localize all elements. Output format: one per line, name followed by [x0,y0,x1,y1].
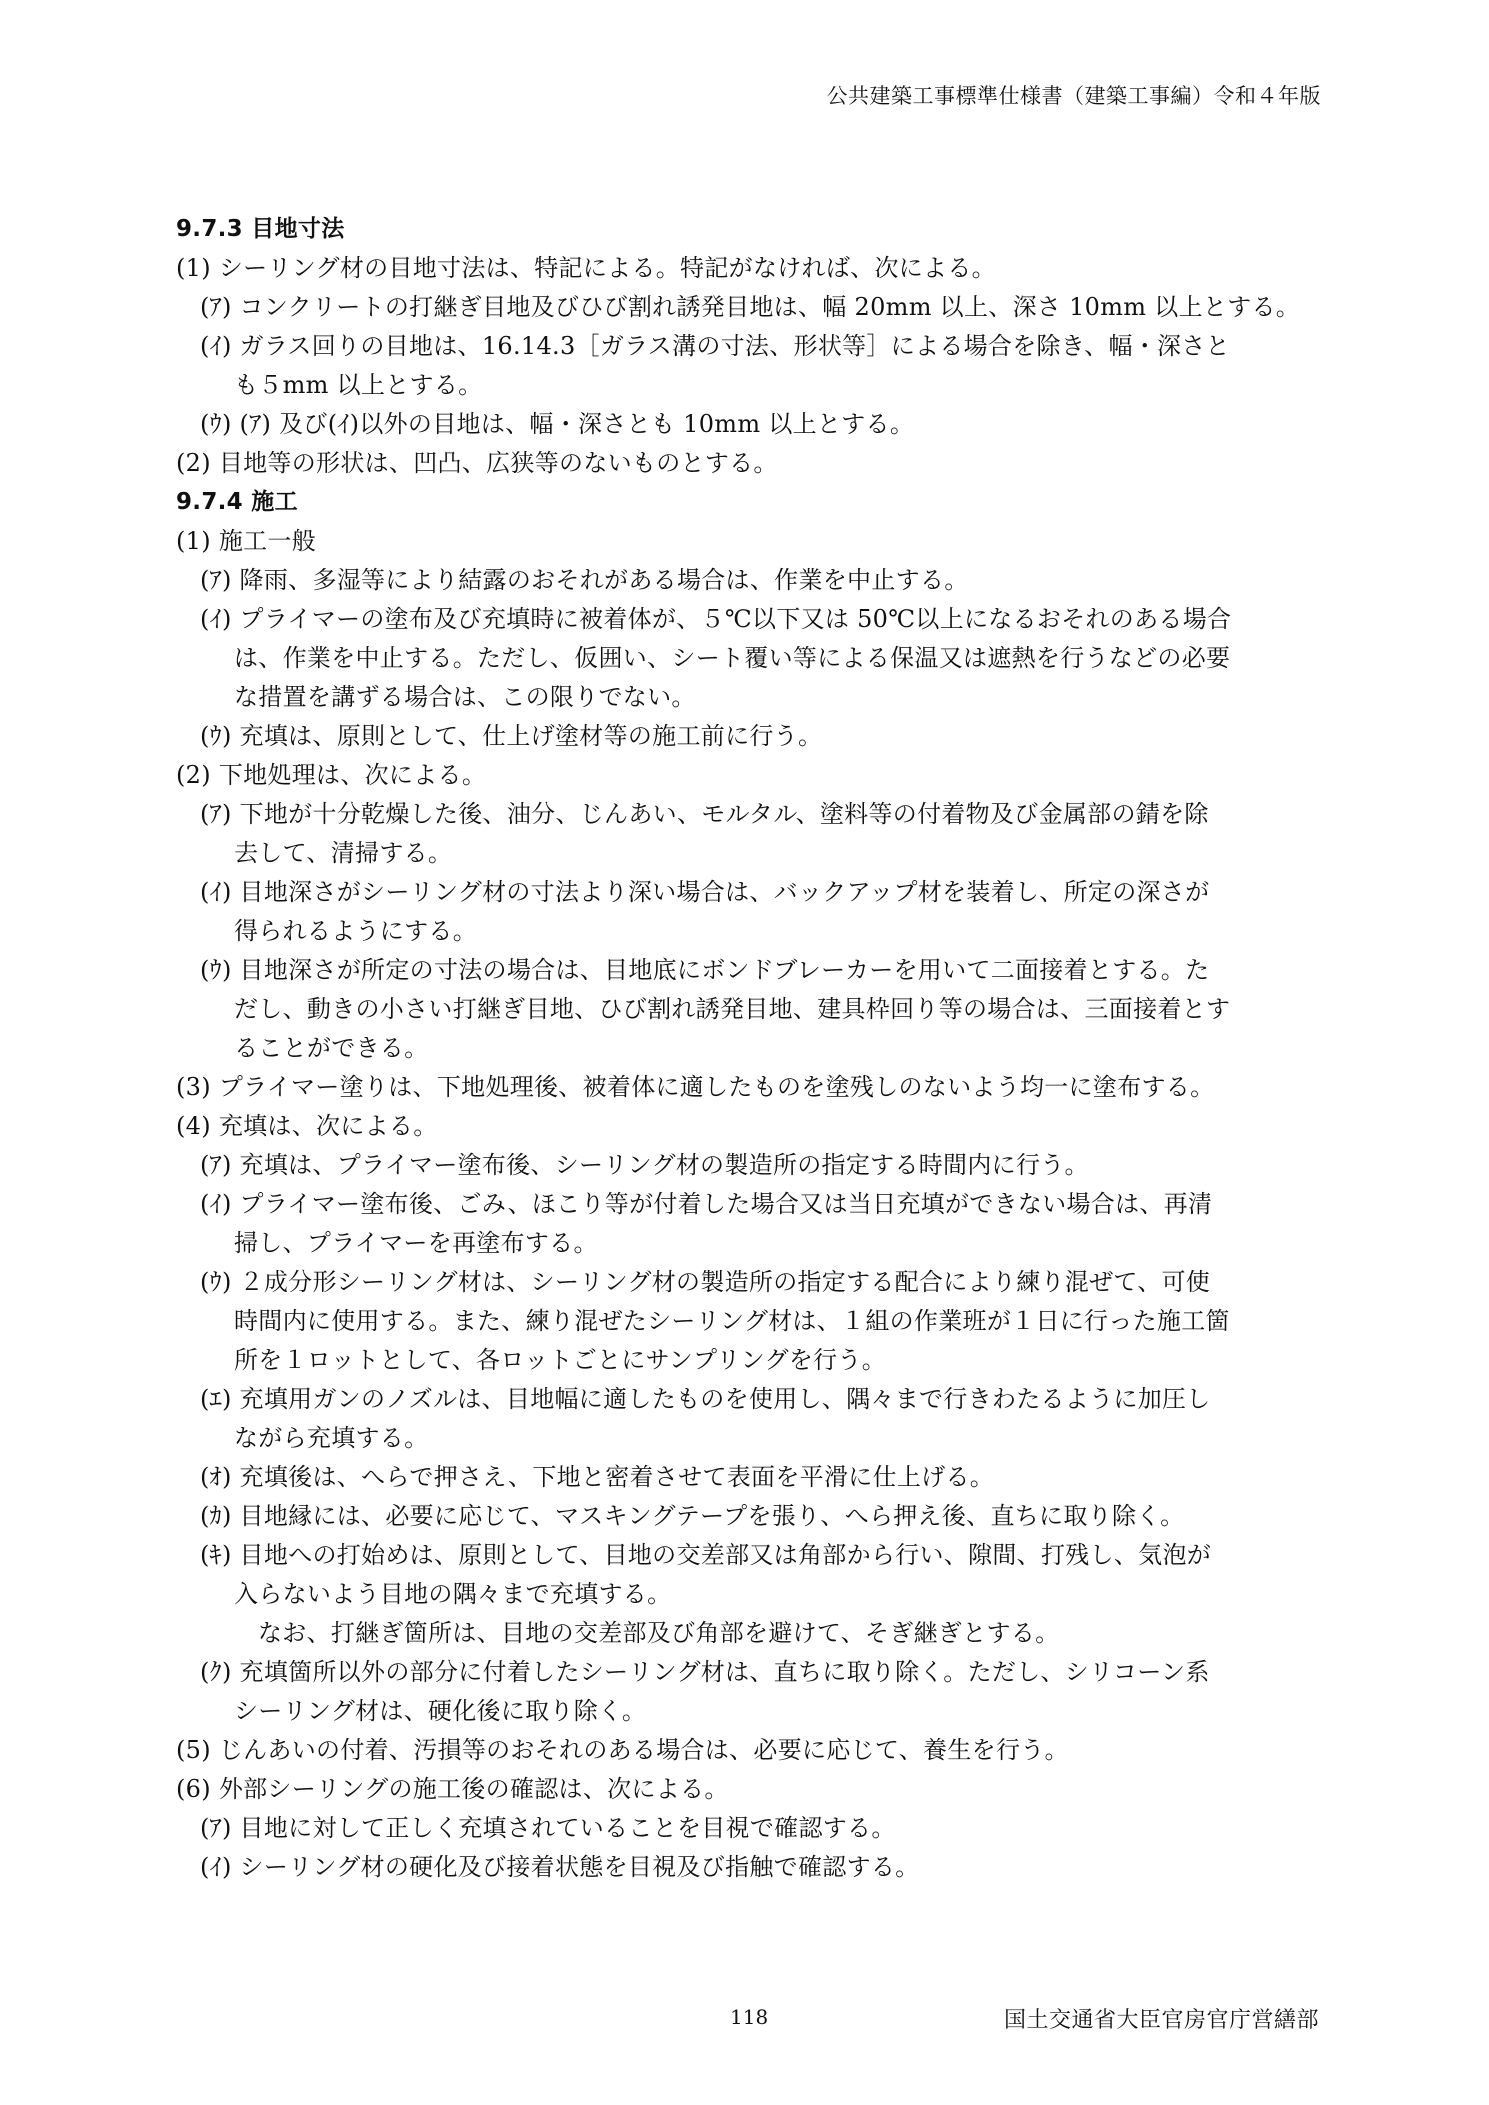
paragraph-line: (ｳ) 目地深さが所定の寸法の場合は、目地底にボンドブレーカーを用いて二面接着とする。た [200,956,1210,984]
paragraph-line: (4) 充填は、次による。 [176,1112,438,1140]
document-body [176,210,1316,1887]
page-number: 118 [730,2005,769,2029]
paragraph-line: (2) 目地等の形状は、凹凸、広狭等のないものとする。 [176,449,778,477]
paragraph-line: も５mm 以上とする。 [234,371,483,399]
paragraph-line: 掃し、プライマーを再塗布する。 [234,1229,598,1257]
paragraph-line: (5) じんあいの付着、汚損等のおそれのある場合は、必要に応じて、養生を行う。 [176,1736,1069,1764]
paragraph-line: (ｲ) シーリング材の硬化及び接着状態を目視及び指触で確認する。 [200,1853,920,1881]
paragraph-line: (ｳ) 充填は、原則として、仕上げ塗材等の施工前に行う。 [200,722,823,750]
paragraph-line: (ｱ) 目地に対して正しく充填されていることを目視で確認する。 [200,1814,896,1842]
paragraph-line: (3) プライマー塗りは、下地処理後、被着体に適したものを塗残しのないよう均一に塗布する。 [176,1073,1215,1101]
section-heading: 9.7.3 目地寸法 [176,216,345,242]
paragraph-line: (ｲ) 目地深さがシーリング材の寸法より深い場合は、バックアップ材を装着し、所定の深さが [200,878,1210,906]
running-header: 公共建築工事標準仕様書（建築工事編）令和４年版 [826,84,1321,108]
paragraph-line: は、作業を中止する。ただし、仮囲い、シート覆い等による保温又は遮熱を行うなどの必要 [234,644,1231,672]
paragraph-line: (ｲ) プライマーの塗布及び充填時に被着体が、５℃以下又は 50℃以上になるおそれのある場合 [200,605,1232,633]
paragraph-line: だし、動きの小さい打継ぎ目地、ひび割れ誘発目地、建具枠回り等の場合は、三面接着とす [234,995,1231,1023]
paragraph-line: なお、打継ぎ箇所は、目地の交差部及び角部を避けて、そぎ継ぎとする。 [258,1619,1060,1647]
paragraph-line: ることができる。 [234,1034,429,1062]
paragraph-line: (ｲ) プライマー塗布後、ごみ、ほこり等が付着した場合又は当日充填ができない場合は、再清 [200,1190,1213,1218]
paragraph-line: (ｱ) 下地が十分乾燥した後、油分、じんあい、モルタル、塗料等の付着物及び金属部の錆を除 [200,800,1209,828]
paragraph-line: な措置を講ずる場合は、この限りでない。 [234,683,696,711]
paragraph-line: 時間内に使用する。また、練り混ぜたシーリング材は、１組の作業班が１日に行った施工箇 [234,1307,1230,1335]
paragraph-line: ながら充填する。 [234,1424,429,1452]
paragraph-line: (1) 施工一般 [176,527,317,555]
paragraph-line: (ｱ) 降雨、多湿等により結露のおそれがある場合は、作業を中止する。 [200,566,969,594]
paragraph-line: 所を１ロットとして、各ロットごとにサンプリングを行う。 [234,1346,887,1374]
section-heading: 9.7.4 施工 [176,489,298,515]
paragraph-line: (ｵ) 充填後は、へらで押さえ、下地と密着させて表面を平滑に仕上げる。 [200,1463,995,1491]
paragraph-line: シーリング材は、硬化後に取り除く。 [234,1697,647,1725]
paragraph-line: (ｷ) 目地への打始めは、原則として、目地の交差部又は角部から行い、隙間、打残し、気泡が [200,1541,1212,1569]
footer-organization: 国土交通省大臣官房官庁営繕部 [1003,2008,1319,2033]
paragraph-line: (ｸ) 充填箇所以外の部分に付着したシーリング材は、直ちに取り除く。ただし、シリコーン系 [200,1658,1210,1686]
paragraph-line: 入らないよう目地の隅々まで充填する。 [234,1580,672,1608]
paragraph-line: (ｳ) (ｱ) 及び(ｲ)以外の目地は、幅・深さとも 10mm 以上とする。 [200,410,915,438]
paragraph-line: (ｳ) ２成分形シーリング材は、シーリング材の製造所の指定する配合により練り混ぜて、可使 [200,1268,1211,1296]
paragraph-line: 去して、清掃する。 [234,839,453,867]
paragraph-line: (ｶ) 目地縁には、必要に応じて、マスキングテープを張り、へら押え後、直ちに取り除く。 [200,1502,1185,1530]
paragraph-line: (ｴ) 充填用ガンのノズルは、目地幅に適したものを使用し、隅々まで行きわたるように加圧し [200,1385,1211,1413]
paragraph-line: (6) 外部シーリングの施工後の確認は、次による。 [176,1775,729,1803]
paragraph-line: (ｱ) コンクリートの打継ぎ目地及びひび割れ誘発目地は、幅 20mm 以上、深さ 10mm 以上とする。 [200,293,1301,321]
paragraph-line: (ｲ) ガラス回りの目地は、16.14.3［ガラス溝の寸法、形状等］による場合を除き、幅・深さと [200,332,1230,360]
paragraph-line: (1) シーリング材の目地寸法は、特記による。特記がなければ、次による。 [176,254,996,282]
paragraph-line: 得られるようにする。 [234,917,477,945]
paragraph-line: (2) 下地処理は、次による。 [176,761,487,789]
paragraph-line: (ｱ) 充填は、プライマー塗布後、シーリング材の製造所の指定する時間内に行う。 [200,1151,1089,1179]
